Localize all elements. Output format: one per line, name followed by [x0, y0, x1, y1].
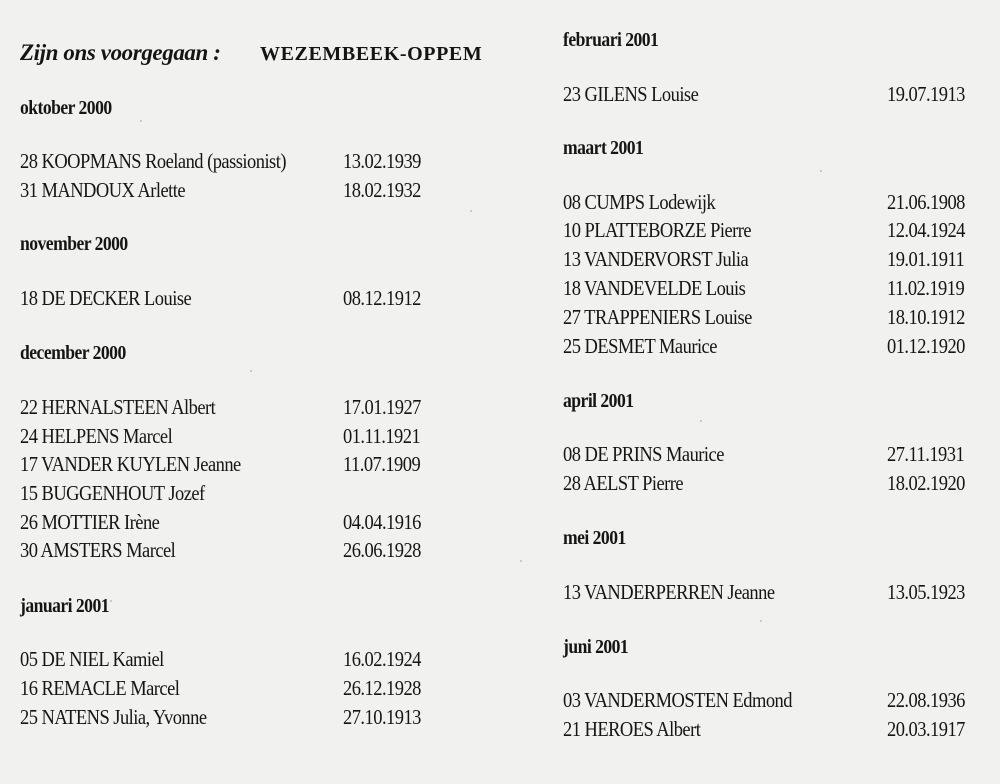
- entry-name: 08 CUMPS Lodewijk: [563, 190, 716, 214]
- entry-name: 22 HERNALSTEEN Albert: [20, 395, 216, 419]
- entry-date: 18.02.1920: [887, 471, 965, 495]
- entry-name: 17 VANDER KUYLEN Jeanne: [20, 452, 241, 476]
- paper-speck: [520, 560, 522, 562]
- entry-name: 24 HELPENS Marcel: [20, 424, 173, 448]
- entry-date: 08.12.1912: [343, 286, 421, 310]
- month-heading: mei 2001: [563, 527, 626, 549]
- entry-name: 28 AELST Pierre: [563, 471, 684, 495]
- entry-date: 12.04.1924: [887, 218, 965, 242]
- paper-speck: [110, 600, 112, 602]
- entry-date: 26.12.1928: [343, 676, 421, 700]
- paper-speck: [700, 420, 702, 422]
- entry-date: 11.02.1919: [887, 276, 965, 300]
- paper-speck: [470, 210, 472, 212]
- entry-name: 23 GILENS Louise: [563, 82, 699, 106]
- month-heading: januari 2001: [20, 595, 110, 617]
- entry-name: 03 VANDERMOSTEN Edmond: [563, 688, 792, 712]
- paper-speck: [820, 170, 822, 172]
- entry-date: 20.03.1917: [887, 717, 965, 741]
- entry-name: 18 VANDEVELDE Louis: [563, 276, 746, 300]
- entry-date: 01.12.1920: [887, 334, 965, 358]
- entry-date: 21.06.1908: [887, 190, 965, 214]
- month-heading: november 2000: [20, 233, 128, 255]
- entry-date: 18.02.1932: [343, 178, 421, 202]
- entry-date: 13.02.1939: [343, 149, 421, 173]
- entry-name: 31 MANDOUX Arlette: [20, 178, 186, 202]
- entry-date: 26.06.1928: [343, 538, 421, 562]
- entry-name: 13 VANDERVORST Julia: [563, 247, 749, 271]
- entry-date: 01.11.1921: [343, 424, 421, 448]
- entry-date: 18.10.1912: [887, 305, 965, 329]
- paper-speck: [250, 370, 252, 372]
- paper-speck: [140, 120, 142, 122]
- entry-date: 16.02.1924: [343, 647, 421, 671]
- entry-name: 16 REMACLE Marcel: [20, 676, 180, 700]
- entry-name: 26 MOTTIER Irène: [20, 510, 160, 534]
- month-heading: oktober 2000: [20, 97, 112, 119]
- paper-speck: [760, 620, 762, 622]
- month-heading: juni 2001: [563, 636, 629, 658]
- month-heading: december 2000: [20, 342, 126, 364]
- month-heading: april 2001: [563, 390, 634, 412]
- entry-date: 11.07.1909: [343, 452, 421, 476]
- entry-date: 27.10.1913: [343, 705, 421, 729]
- entry-name: 28 KOOPMANS Roeland (passionist): [20, 149, 286, 173]
- entry-date: 19.07.1913: [887, 82, 965, 106]
- entry-date: 22.08.1936: [887, 688, 965, 712]
- entry-name: 25 DESMET Maurice: [563, 334, 717, 358]
- entry-name: 18 DE DECKER Louise: [20, 286, 192, 310]
- month-heading: maart 2001: [563, 137, 644, 159]
- entry-name: 10 PLATTEBORZE Pierre: [563, 218, 752, 242]
- entry-date: 04.04.1916: [343, 510, 421, 534]
- entry-date: 17.01.1927: [343, 395, 421, 419]
- entry-name: 27 TRAPPENIERS Louise: [563, 305, 752, 329]
- month-heading: februari 2001: [563, 29, 659, 51]
- entry-name: 15 BUGGENHOUT Jozef: [20, 481, 205, 505]
- entry-name: 05 DE NIEL Kamiel: [20, 647, 164, 671]
- entry-date: 27.11.1931: [887, 442, 965, 466]
- intro-heading: Zijn ons voorgegaan :: [20, 40, 221, 65]
- entry-name: 13 VANDERPERREN Jeanne: [563, 580, 775, 604]
- entry-name: 21 HEROES Albert: [563, 717, 701, 741]
- entry-name: 25 NATENS Julia, Yvonne: [20, 705, 207, 729]
- entry-name: 08 DE PRINS Maurice: [563, 442, 724, 466]
- entry-date: 19.01.1911: [887, 247, 965, 271]
- entry-date: 13.05.1923: [887, 580, 965, 604]
- entry-name: 30 AMSTERS Marcel: [20, 538, 176, 562]
- parish-title: WEZEMBEEK-OPPEM: [260, 43, 483, 65]
